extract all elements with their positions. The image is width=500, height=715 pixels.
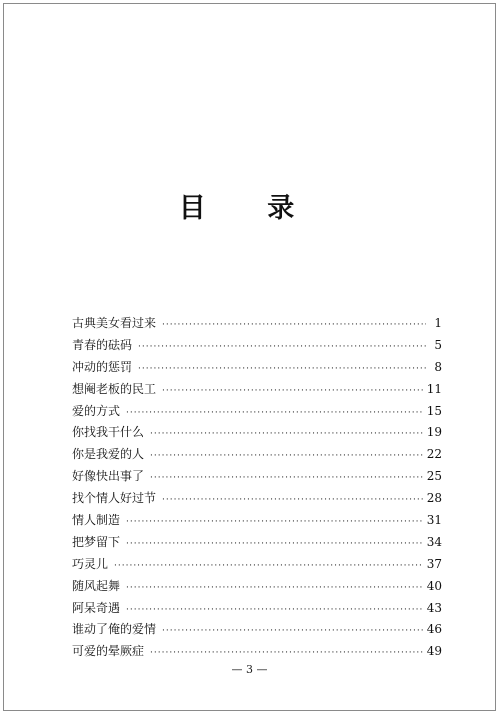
toc-entry-title: 谁动了俺的爱情 (72, 622, 157, 637)
toc-dot-leader (150, 473, 423, 483)
toc-dot-leader (138, 364, 426, 374)
toc-dot-leader (126, 605, 423, 615)
toc-entry (72, 423, 442, 445)
toc-dot-leader (126, 539, 423, 549)
toc-entry-title: 找个情人好过节 (72, 491, 157, 506)
toc-entry-title: 随风起舞 (72, 578, 121, 593)
table-of-contents (72, 314, 442, 664)
toc-entry-page: 46 (426, 622, 442, 637)
toc-entry-title: 好像快出事了 (72, 469, 145, 484)
toc-entry-page: 43 (426, 600, 442, 615)
toc-entry (72, 599, 442, 621)
toc-entry-title: 想阉老板的民工 (72, 381, 157, 396)
toc-entry (72, 358, 442, 380)
toc-entry (72, 314, 442, 336)
toc-entry (72, 620, 442, 642)
toc-entry-title: 冲动的惩罚 (72, 359, 133, 374)
toc-entry-title: 古典美女看过来 (72, 316, 157, 330)
toc-entry-title: 阿呆奇遇 (72, 600, 121, 615)
toc-entry-page: 8 (434, 359, 442, 374)
toc-dot-leader (150, 451, 423, 461)
toc-entry-title: 可爱的晕厥症 (72, 644, 145, 659)
toc-entry-title: 爱的方式 (72, 403, 121, 418)
toc-entry (72, 402, 442, 424)
toc-entry-page: 49 (426, 644, 442, 659)
toc-dot-leader (150, 429, 423, 439)
toc-entry-page: 31 (426, 513, 442, 528)
toc-entry-title: 你找我干什么 (72, 425, 145, 440)
toc-entry (72, 577, 442, 599)
toc-entry-title: 你是我爱的人 (72, 447, 145, 462)
toc-entry (72, 511, 442, 533)
toc-dot-leader (126, 583, 423, 593)
toc-dot-leader (162, 320, 426, 330)
toc-dot-leader (150, 648, 423, 658)
toc-entry (72, 380, 442, 402)
toc-entry-title: 把梦留下 (72, 534, 121, 549)
toc-entry-title: 情人制造 (72, 513, 121, 528)
toc-entry-page: 40 (426, 578, 442, 593)
toc-entry-page: 15 (426, 403, 442, 418)
toc-entry-page: 34 (426, 534, 442, 549)
toc-dot-leader (162, 626, 423, 636)
toc-entry (72, 467, 442, 489)
toc-entry-title: 青春的砝码 (72, 337, 133, 352)
toc-entry (72, 533, 442, 555)
toc-dot-leader (162, 495, 423, 505)
toc-entry-page: 11 (426, 381, 442, 396)
toc-entry-page: 25 (426, 469, 442, 484)
page-title: 目 录 (178, 193, 321, 224)
toc-entry (72, 336, 442, 358)
toc-dot-leader (126, 517, 423, 527)
toc-entry (72, 642, 442, 664)
toc-dot-leader (114, 561, 423, 571)
document-page (3, 3, 496, 711)
toc-entry (72, 445, 442, 467)
toc-dot-leader (162, 386, 423, 396)
toc-entry-title: 巧灵儿 (72, 556, 109, 571)
toc-entry-page: 19 (426, 425, 442, 440)
toc-entry (72, 555, 442, 577)
toc-entry-page: 28 (426, 491, 442, 506)
toc-entry-page: 1 (434, 316, 442, 330)
toc-entry-page: 5 (434, 337, 442, 352)
page-number-footer: — 3 — (231, 663, 268, 676)
toc-entry-page: 37 (426, 556, 442, 571)
toc-entry-page: 22 (426, 447, 442, 462)
toc-dot-leader (138, 342, 426, 352)
toc-entry (72, 489, 442, 511)
toc-dot-leader (126, 408, 423, 418)
